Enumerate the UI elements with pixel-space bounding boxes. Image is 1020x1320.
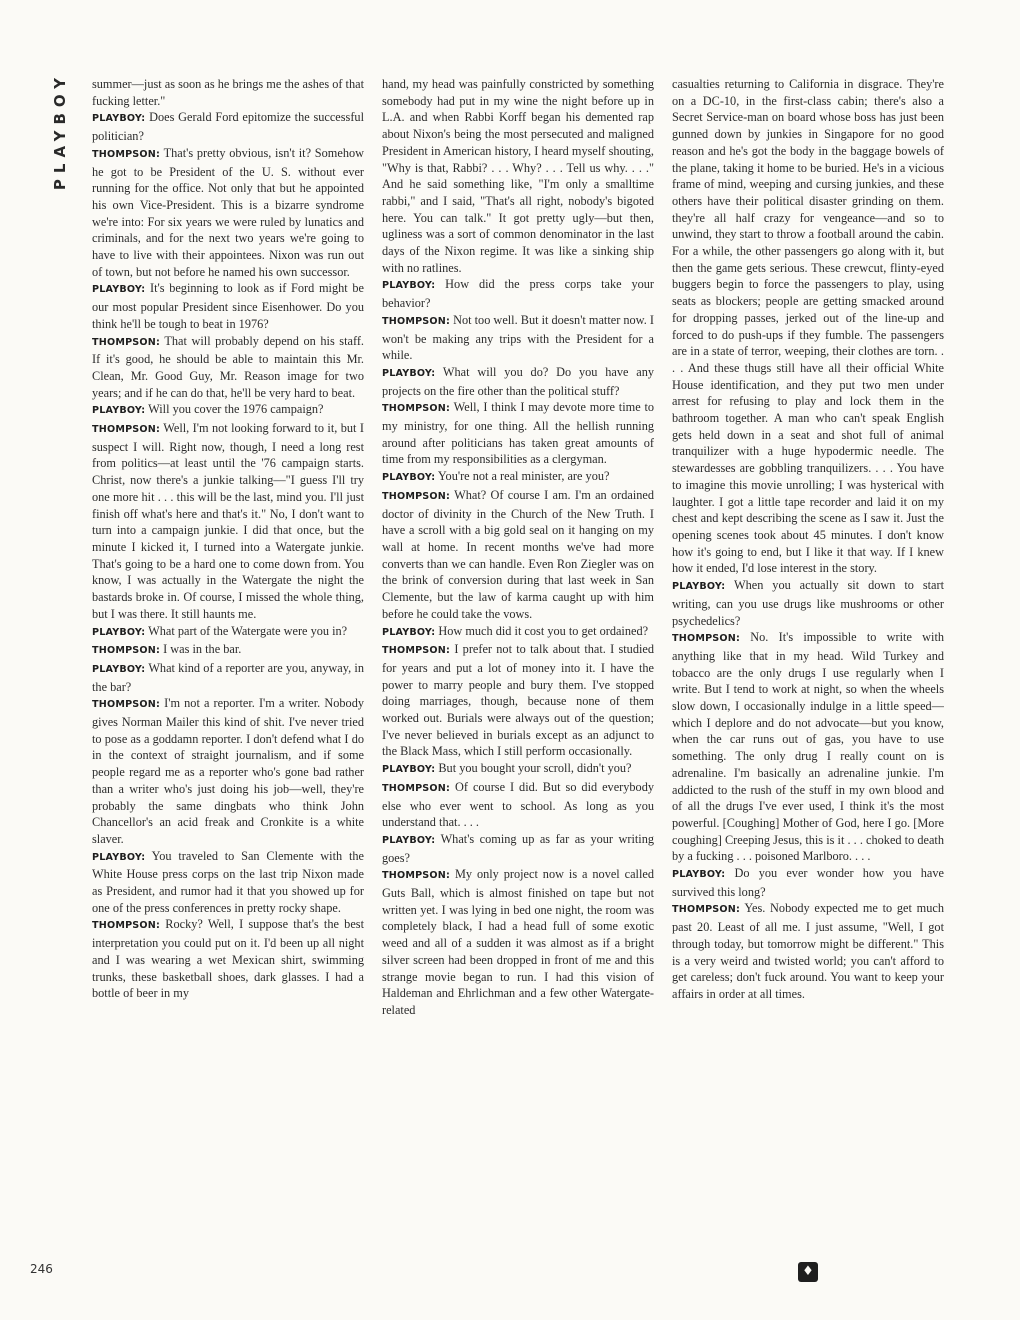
paragraph-text: What's coming up as far as your writing goes? — [382, 831, 654, 865]
paragraph-text: That will probably depend on his staff. If it's good, he should be able to maintain this Mr. Clean, Mr. Good Guy, Mr. Reason image for two years; and if he can do that, he'll be very hard to beat. — [92, 333, 364, 400]
paragraph — [92, 333, 364, 402]
paragraph — [382, 641, 654, 760]
paragraph — [92, 420, 364, 622]
paragraph — [92, 623, 364, 642]
paragraph-text: Not too well. But it doesn't matter now. I won't be making any trips with the President for a while. — [382, 312, 654, 363]
paragraph — [382, 276, 654, 311]
paragraph — [382, 399, 654, 468]
speaker-label: PLAYBOY: — [92, 851, 146, 863]
paragraph-text: That's pretty obvious, isn't it? Somehow he got to be President of the U. S. without ever running for the office. Not only that but he appointed his own Vice-President. This is a bizarre syndrome we're into: For six years we were ruled by lunatics and criminals, and for the next two years we're going to have to live with their appointees. Nixon was run out of town, but not before he named his own successor. — [92, 145, 364, 279]
paragraph-text: Well, I think I may devote more time to my ministry, for one thing. All the hellish running around after politicians has taken great amounts of time from my responsibilities as a clergyman. — [382, 400, 654, 467]
paragraph — [92, 109, 364, 144]
speaker-label: PLAYBOY: — [382, 834, 436, 846]
speaker-label: PLAYBOY: — [382, 472, 436, 484]
paragraph — [92, 280, 364, 332]
paragraph-text: You're not a real minister, are you? — [437, 469, 610, 484]
paragraph-text: I prefer not to talk about that. I studied for years and put a lot of money into it. I have the power to marry people and bury them. I've stopped doing marriages, though, because none of them worked out. Burials were always out of the question; I've never believed in burials except as an adjunct to the Black Mass, which I still perform occasionally. — [382, 642, 654, 759]
speaker-label: THOMPSON: — [382, 645, 451, 657]
paragraph — [92, 916, 364, 1002]
paragraph — [92, 641, 364, 660]
speaker-label: PLAYBOY: — [92, 284, 146, 296]
paragraph — [672, 629, 944, 865]
paragraph-text: How much did it cost you to get ordained? — [438, 623, 649, 638]
speaker-label: THOMPSON: — [382, 315, 451, 327]
speaker-label: PLAYBOY: — [382, 367, 436, 379]
paragraph — [92, 76, 364, 109]
paragraph-text: Does Gerald Ford epitomize the successful politician? — [92, 110, 364, 144]
paragraph — [92, 660, 364, 695]
speaker-label: THOMPSON: — [92, 645, 161, 657]
speaker-label: PLAYBOY: — [92, 663, 146, 675]
paragraph-text: Will you cover the 1976 campaign? — [148, 402, 324, 417]
paragraph — [672, 865, 944, 900]
paragraph — [672, 900, 944, 1002]
speaker-label: THOMPSON: — [382, 782, 451, 794]
running-head: PLAYBOY — [51, 72, 69, 191]
paragraph-text: Do you ever wonder how you have survived this long? — [672, 866, 944, 899]
rabbit-head-icon: ♦ — [798, 1262, 818, 1282]
paragraph-text: Well, I'm not looking forward to it, but I suspect I will. Right now, though, I need a long rest from politics—at least until the '76 campaign starts. Christ, now there's a junkie talking—"I guess I'll try one more hit . . . this will be the last, mind you. I'll just finish off what's here and that's it." No, I don't want to turn into a campaign junkie. I did that once, but the minute I kicked it, I turned into a Watergate junkie. That's going to be a hard one to come down from. You know, I was actually in the Watergate the night the bastards broke in. Of course, I missed the whole thing, but I was there. It still haunts me. — [92, 421, 364, 621]
paragraph-text: No. It's impossible to write with anything like that in my head. Wild Turkey and tobacco are the only drugs I use regularly when I write. But I tend to work at night, so when the wheels slow down, I occasionally indulge in a little speed—which I deplore and do not advocate—but you know, when the car runs out of gas, you have to use something. The only drug I really count on is adrenaline. I'm basically an adrenaline junkie. I'm addicted to the rush of the stuff in my own blood and of all the drugs I've ever used, I think it's the most powerful. [Coughing] Mother of God, here I go. [More coughing] Creeping Jesus, this is it . . . choked to death by a fucking . . . poisoned Marlboro. . . . — [672, 630, 944, 864]
paragraph-text: When you actually sit down to start writing, can you use drugs like mushrooms or other psychedelics? — [672, 578, 944, 628]
paragraph — [382, 779, 654, 831]
paragraph — [92, 145, 364, 281]
speaker-label: THOMPSON: — [672, 633, 741, 645]
paragraph — [382, 468, 654, 487]
paragraph-text: It's beginning to look as if Ford might be our most popular President since Eisenhower. Do you think he'll be tough to beat in 1976? — [92, 281, 364, 331]
paragraph-text: hand, my head was painfully constricted by something somebody had put in my wine the night before up in L.A. and when Rabbi Korff began his demented rap about Nixon's being the most persecuted and maligned President in American history, I heard myself shouting, "Why is that, Rabbi? . . . Why? . . . Tell us why. . . ." And he said something like, "I'm only a smalltime rabbi," and I said, "That's all right, nobody's bigoted here. You can talk." It got pretty ugly—but then, ugliness was a sort of common denominator in the last days of the Nixon regime. It was like a sinking ship with no ratlines. — [382, 77, 654, 275]
speaker-label: THOMPSON: — [672, 904, 741, 916]
paragraph-text: What will you do? Do you have any projects on the fire other than the political stuff? — [382, 364, 654, 398]
paragraph-text: I'm not a reporter. I'm a writer. Nobody gives Norman Mailer this kind of shit. I've never tried to pose as a goddamn reporter. I don't defend what I do in the context of straight journalism, and if some people regard me as a reporter who's gone bad rather than a writer who's just doing his job—well, they're probably the same dingbats who think John Chancellor's an acid freak and Cronkite is a white slaver. — [92, 696, 364, 846]
column-1 — [92, 76, 364, 1286]
paragraph — [92, 695, 364, 847]
page-number: 246 — [30, 1262, 53, 1276]
paragraph-text: How did the press corps take your behavior? — [382, 277, 654, 311]
paragraph — [672, 577, 944, 629]
paragraph-text: Rocky? Well, I suppose that's the best interpretation you could put on it. I'd been up all night and I was wearing a wet Mexican shirt, swimming trunks, these basketball shoes, dark glasses. I had a bottle of beer in my — [92, 917, 364, 1001]
speaker-label: THOMPSON: — [92, 920, 161, 932]
paragraph-text: What kind of a reporter are you, anyway, in the bar? — [92, 660, 364, 694]
column-2 — [382, 76, 654, 1286]
paragraph — [92, 401, 364, 420]
speaker-label: THOMPSON: — [382, 870, 451, 882]
speaker-label: THOMPSON: — [92, 148, 161, 160]
paragraph — [92, 848, 364, 917]
column-3 — [672, 76, 944, 1286]
paragraph-text: summer—just as soon as he brings me the ashes of that fucking letter." — [92, 77, 364, 108]
paragraph-text: Yes. Nobody expected me to get much past 20. Least of all me. I just assume, "Well, I got through today, but tomorrow might be different." This is a very weird and twisted world; you can't afford to get careless; don't fuck around. You want to keep your affairs in order at all times. — [672, 901, 944, 1001]
paragraph-text: But you bought your scroll, didn't you? — [438, 761, 632, 776]
speaker-label: THOMPSON: — [92, 424, 161, 436]
paragraph — [382, 487, 654, 623]
paragraph-text: I was in the bar. — [163, 642, 242, 657]
paragraph — [382, 623, 654, 642]
paragraph — [382, 364, 654, 399]
paragraph-text: What? Of course I am. I'm an ordained doctor of divinity in the Church of the New Truth. I have a scroll with a big gold seal on it hanging on my wall at home. In recent months we've had more converts than we can handle. Even Ron Ziegler was on the brink of conversion during that last week in San Clemente, but the law of karma caught up with him before he could take the vows. — [382, 487, 654, 621]
speaker-label: PLAYBOY: — [92, 113, 146, 125]
paragraph-text: casualties returning to California in disgrace. They're on a DC-10, in the first-class cabin; there's also a Secret Service-man on board whose boss has just been gunned down by junkies in Singapore for no good reason and he's got the body in the baggage bowels of the plane, taking it home to be buried. He's in a vicious frame of mind, weeping and cursing junkies, and these others have their political disaster grinding on them. they're all half crazy for vengeance—and so to unwind, they start to throw a football around the cabin. For a while, the other passengers go along with it, but then the game gets serious. These crewcut, flinty-eyed buggers begin to force the passengers to play, using seats as blockers; people are getting smacked around for dropping passes, jerked out of the line-up and forced to do push-ups if they fumble. The passengers are in a state of terror, weeping, their clothes are torn. . . . And these thugs still have all their official White House identification, and they put two men under arrest for refusing to play and lock them in the bathroom together. A man who can't speak English gets held down in a seat and shot full of animal tranquilizer with a huge hypodermic needle. The stewardesses are gobbling tranquilizers. . . . You have to imagine this movie unrolling; I was hysterical with laughter. I got a little tape recorder and laid it on my chest and kept describing the scene as I saw it. Just the opening scenes took about 45 minutes. I don't know how it's going to end, but I like it that way. If I knew how it ended, I'd lose interest in the story. — [672, 77, 944, 576]
speaker-label: THOMPSON: — [382, 403, 451, 415]
paragraph — [672, 76, 944, 577]
paragraph-text: You traveled to San Clemente with the White House press corps on the last trip Nixon made as President, and rumor had it that you showed up for one of the press conferences in pretty rocky shape. — [92, 848, 364, 915]
paragraph — [382, 831, 654, 866]
paragraph — [382, 76, 654, 276]
speaker-label: THOMPSON: — [92, 336, 161, 348]
speaker-label: PLAYBOY: — [92, 405, 146, 417]
speaker-label: THOMPSON: — [382, 490, 451, 502]
paragraph-text: What part of the Watergate were you in? — [148, 623, 348, 638]
speaker-label: PLAYBOY: — [382, 280, 436, 292]
paragraph-text: My only project now is a novel called Guts Ball, which is almost finished on tape but not written yet. I was lying in bed one night, the room was completely black, I had a head full of some exotic weed and all of a sudden it was almost as if a bright silver screen had been dropped in front of me and this strange movie began to run. I had this vision of Haldeman and Ehrlichman and a few other Watergate-related — [382, 867, 654, 1017]
paragraph — [382, 312, 654, 364]
speaker-label: PLAYBOY: — [672, 581, 726, 593]
paragraph-text: Of course I did. But so did everybody else who ever went to school. As long as you understand that. . . . — [382, 779, 654, 830]
speaker-label: PLAYBOY: — [92, 626, 146, 638]
speaker-label: PLAYBOY: — [382, 764, 436, 776]
speaker-label: PLAYBOY: — [672, 869, 726, 881]
paragraph — [382, 760, 654, 779]
paragraph — [382, 866, 654, 1018]
speaker-label: PLAYBOY: — [382, 626, 436, 638]
speaker-label: THOMPSON: — [92, 699, 161, 711]
